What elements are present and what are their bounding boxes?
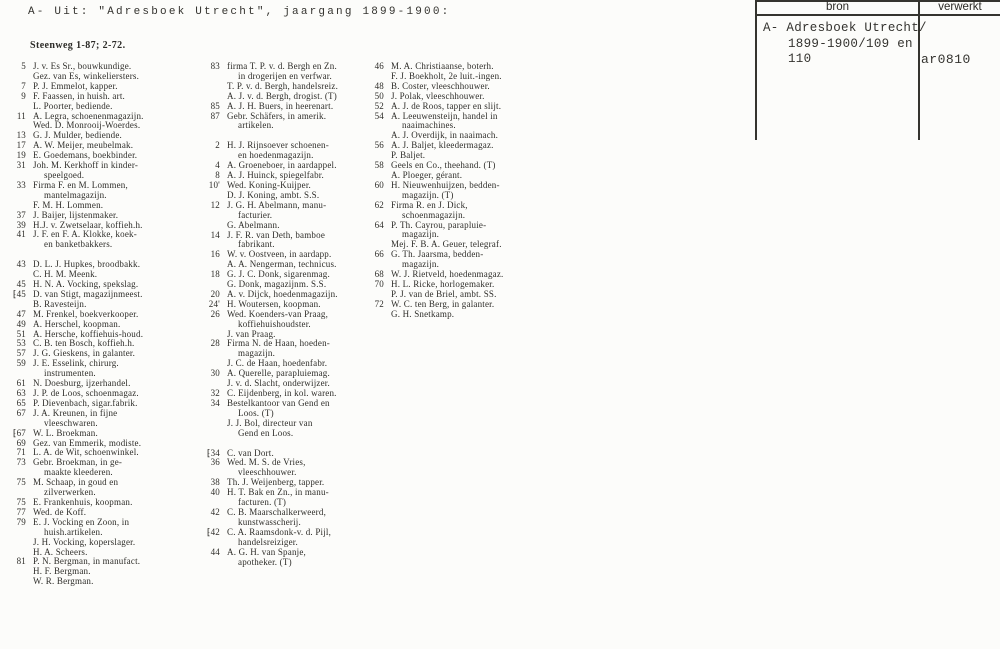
house-number: 9: [21, 90, 26, 101]
house-number: 19: [16, 150, 26, 161]
register-entry: [358, 250, 570, 270]
house-number: 65: [16, 397, 26, 408]
entry-line: Gez. van Es, winkeliersters.: [33, 70, 140, 81]
entry-line: fabrikant.: [238, 239, 275, 250]
entry-line: A. J. Overdijk, in naaimach.: [391, 130, 499, 141]
house-number: 54: [374, 110, 384, 121]
entry-lines: [33, 557, 182, 587]
house-number: 75: [16, 496, 26, 507]
entry-lines: [391, 112, 570, 142]
entry-line: H. N. A. Vocking, spekslag.: [33, 279, 139, 290]
entry-line: Wed. de Koff.: [33, 506, 87, 517]
entry-lines: [391, 250, 570, 270]
entry-line: G. H. Snetkamp.: [391, 308, 455, 319]
house-number: 41: [16, 229, 26, 240]
register-entry: [358, 62, 570, 82]
entry-line: H. Nieuwenhuijzen, bedden-: [391, 179, 500, 190]
entry-line: E. J. Vocking en Zoon, in: [33, 516, 130, 527]
entry-lines: [391, 201, 570, 221]
entry-line: A. J. Huinck, spiegelfabr.: [227, 170, 324, 181]
house-number: 66: [374, 249, 384, 260]
entry-lines: [33, 458, 182, 478]
entry-lines: [391, 181, 570, 201]
house-number: 40: [210, 487, 220, 498]
register-entry: [0, 181, 182, 211]
entry-line: A. G. H. van Spanje,: [227, 546, 306, 557]
entry-line: P. J. van de Briel, ambt. SS.: [391, 288, 497, 299]
entry-lines: [33, 478, 182, 498]
entry-lines: [33, 92, 182, 112]
house-number: ⁅67: [12, 427, 26, 438]
house-number: 57: [16, 348, 26, 359]
entry-line: E. Goedemans, boekbinder.: [33, 150, 138, 161]
register-entry: [358, 201, 570, 221]
entry-line: P. J. Emmelot, kapper.: [33, 80, 118, 91]
register-entry: [194, 339, 370, 369]
entry-line: J. J. Bol, directeur van: [227, 417, 313, 428]
entry-line: F. J. Boekholt, 2e luit.-ingen.: [391, 70, 502, 81]
entry-line: M. Schaap, in goud en: [33, 477, 119, 488]
entry-line: magazijn.: [238, 348, 276, 359]
entry-line: W. J. Rietveld, hoedenmagaz.: [391, 269, 504, 280]
entry-lines: [33, 181, 182, 211]
house-number: 34: [210, 397, 220, 408]
house-number: 58: [374, 160, 384, 171]
entry-line: C. H. M. Meenk.: [33, 269, 98, 280]
house-number: ⁅34: [206, 447, 220, 458]
entry-lines: [227, 141, 370, 161]
entry-line: facturier.: [238, 209, 273, 220]
house-number: 24': [208, 298, 220, 309]
page-title: A- Uit: "Adresboek Utrecht", jaargang 1899-1900:: [28, 6, 451, 18]
house-number: 26: [210, 308, 220, 319]
entry-line: D. van Stigt, magazijnmeest.: [33, 288, 143, 299]
entry-line: C. B. Maarschalkerweerd,: [227, 506, 327, 517]
house-number: 17: [16, 140, 26, 151]
register-entry: [358, 221, 570, 251]
entry-line: J. v. Es Sr., bouwkundige.: [33, 61, 132, 71]
house-number: 59: [16, 358, 26, 369]
register-entry: [194, 528, 370, 548]
house-number: 61: [16, 378, 26, 389]
house-number: 10': [208, 179, 220, 190]
entry-line: G. Th. Jaarsma, bedden-: [391, 249, 484, 260]
entry-line: A. Leeuwensteijn, handel in: [391, 110, 498, 121]
entry-line: C. van Dort.: [227, 447, 274, 458]
house-number: 2: [215, 140, 220, 151]
entry-line: artikelen.: [238, 120, 274, 131]
entry-line: A. Groeneboer, in aardappel.: [227, 160, 337, 171]
register-column-1: [0, 62, 182, 587]
entry-line: Bestelkantoor van Gend en: [227, 397, 330, 408]
entry-lines: [227, 231, 370, 251]
entry-line: schoenmagazijn.: [402, 209, 466, 220]
house-number: 72: [374, 298, 384, 309]
house-number: 77: [16, 506, 26, 517]
entry-line: vleeschhouwer.: [238, 467, 297, 478]
entry-line: Th. J. Weijenberg, tapper.: [227, 477, 325, 488]
register-entry: [194, 181, 370, 201]
register-entry: [358, 141, 570, 161]
house-number: 67: [16, 407, 26, 418]
bron-line: 110: [788, 52, 812, 66]
entry-line: magazijn. (T): [402, 189, 454, 200]
entry-lines: [227, 548, 370, 568]
house-number: 60: [374, 179, 384, 190]
entry-line: A. J. H. Buers, in heerenart.: [227, 100, 334, 111]
entry-line: Firma R. en J. Dick,: [391, 199, 468, 210]
entry-line: M. A. Christiaanse, boterh.: [391, 61, 494, 71]
house-number: 38: [210, 477, 220, 488]
entry-line: Firma F. en M. Lommen,: [33, 179, 128, 190]
house-number: 33: [16, 179, 26, 190]
house-number: 87: [210, 110, 220, 121]
entry-line: apotheker. (T): [238, 556, 292, 567]
register-entry: [0, 458, 182, 478]
register-entry: [194, 310, 370, 340]
entry-lines: [227, 339, 370, 369]
entry-line: G. J. Mulder, bediende.: [33, 130, 122, 141]
entry-line: firma T. P. v. d. Bergh en Zn.: [227, 61, 337, 71]
entry-line: D. L. J. Hupkes, broodbakk.: [33, 259, 141, 270]
entry-lines: [33, 359, 182, 379]
bron-line: 1899-1900/109 en: [788, 36, 913, 51]
entry-lines: [391, 280, 570, 300]
house-number: 53: [16, 338, 26, 349]
entry-line: Joh. M. Kerkhoff in kinder-: [33, 160, 139, 171]
table-border-left: [755, 0, 757, 140]
house-number: 16: [210, 249, 220, 260]
entry-line: P. Dievenbach, sigar.fabrik.: [33, 397, 138, 408]
entry-line: J. Polak, vleeschhouwer.: [391, 90, 485, 101]
entry-line: J. van Praag.: [227, 328, 276, 339]
house-number: 18: [210, 269, 220, 280]
house-number: 64: [374, 219, 384, 230]
entry-line: G. Donk, magazijnm. S.S.: [227, 279, 327, 290]
entry-line: P. N. Bergman, in manufact.: [33, 556, 141, 567]
house-number: 69: [16, 437, 26, 448]
entry-line: J. F. R. van Deth, bamboe: [227, 229, 326, 240]
verwerkt-cell: ar0810: [921, 52, 971, 67]
entry-lines: [227, 488, 370, 508]
house-number: ⁅45: [12, 288, 26, 299]
entry-lines: [33, 409, 182, 429]
entry-line: M. Frenkel, boekverkooper.: [33, 308, 139, 319]
entry-line: G. J. C. Donk, sigarenmag.: [227, 269, 330, 280]
entry-line: Gebr. Broekman, in ge-: [33, 457, 123, 468]
entry-line: handelsreiziger.: [238, 536, 298, 547]
house-number: 85: [210, 100, 220, 111]
entry-lines: [33, 518, 182, 558]
entry-lines: [227, 508, 370, 528]
entry-lines: [33, 260, 182, 280]
entry-line: facturen. (T): [238, 497, 287, 508]
street-section-header: Steenweg 1-87; 2-72.: [30, 40, 126, 51]
entry-line: J. H. Vocking, koperslager.: [33, 536, 136, 547]
entry-line: F. Faassen, in huish. art.: [33, 90, 125, 101]
entry-line: B. Ravesteijn.: [33, 298, 87, 309]
entry-line: J. P. de Loos, schoenmagaz.: [33, 388, 139, 398]
register-entry: [194, 62, 370, 102]
entry-line: J. v. d. Slacht, onderwijzer.: [227, 378, 330, 389]
entry-line: T. P. v. d. Bergh, handelsreiz.: [227, 80, 339, 91]
register-entry: [0, 62, 182, 82]
register-entry: [358, 300, 570, 320]
entry-line: W. L. Broekman.: [33, 427, 98, 438]
entry-lines: [227, 458, 370, 478]
house-number: 71: [16, 447, 26, 458]
entry-line: A. J. de Roos, tapper en slijt.: [391, 100, 502, 111]
entry-line: naaimachines.: [402, 120, 456, 131]
register-entry: [0, 359, 182, 379]
entry-line: J. G. Gieskens, in galanter.: [33, 348, 136, 359]
entry-line: W. C. ten Berg, in galanter.: [391, 298, 495, 309]
entry-line: zilverwerken.: [44, 487, 96, 498]
register-entry: [358, 112, 570, 142]
entry-line: G. Abelmann.: [227, 219, 280, 230]
entry-lines: [227, 369, 370, 389]
entry-lines: [227, 112, 370, 132]
house-number: 52: [374, 100, 384, 111]
entry-line: A. Ploeger, gérant.: [391, 169, 463, 180]
entry-line: A. J. v. d. Bergh, drogist. (T): [227, 90, 337, 101]
register-entry: [0, 211, 182, 221]
house-number: 13: [16, 130, 26, 141]
entry-lines: [227, 181, 370, 201]
house-number: 30: [210, 368, 220, 379]
entry-line: magazijn.: [402, 259, 440, 270]
entry-line: Firma N. de Haan, hoeden-: [227, 338, 330, 349]
register-entry: [194, 201, 370, 231]
house-number: 43: [16, 259, 26, 270]
house-number: 36: [210, 457, 220, 468]
register-entry: [0, 557, 182, 587]
house-number: 46: [374, 61, 384, 71]
entry-line: P. Baljet.: [391, 150, 426, 161]
entry-line: Geels en Co., theehand. (T): [391, 160, 496, 171]
entry-line: W. R. Bergman.: [33, 576, 94, 587]
register-entry: [0, 518, 182, 558]
entry-line: A. Hersche, koffiehuis-houd.: [33, 328, 144, 339]
house-number: 47: [16, 308, 26, 319]
entry-line: H. Woutersen, koopman.: [227, 298, 321, 309]
entry-line: W. v. Oostveen, in aardapp.: [227, 249, 332, 260]
entry-line: J. F. en F. A. Klokke, koek-: [33, 229, 137, 240]
register-entry: [194, 508, 370, 528]
table-border-header: [755, 14, 1000, 16]
entry-lines: [33, 62, 182, 82]
entry-line: F. M. H. Lommen.: [33, 199, 104, 210]
house-number: 5: [21, 61, 26, 71]
house-number: 48: [374, 80, 384, 91]
bron-line: A- Adresboek Utrecht/: [763, 21, 927, 35]
register-entry: [0, 290, 182, 310]
register-entry: [194, 250, 370, 270]
entry-line: H. L. Ricke, horlogemaker.: [391, 278, 495, 289]
entry-line: Wed. M. S. de Vries,: [227, 457, 306, 468]
entry-line: huish.artikelen.: [44, 526, 103, 537]
register-entry: [0, 260, 182, 280]
register-entry: [194, 141, 370, 161]
entry-lines: [227, 528, 370, 548]
entry-lines: [391, 300, 570, 320]
house-number: 68: [374, 269, 384, 280]
register-entry: [0, 478, 182, 498]
house-number: 81: [16, 556, 26, 567]
entry-line: H.J. v. Zwetselaar, koffieh.h.: [33, 219, 143, 230]
register-entry: [0, 409, 182, 429]
entry-line: A. v. Dijck, hoedenmagazijn.: [227, 288, 338, 299]
house-number: 12: [210, 199, 220, 210]
register-entry: [358, 181, 570, 201]
house-number: 70: [374, 278, 384, 289]
entry-line: koffiehuishoudster.: [238, 318, 311, 329]
house-number: 50: [374, 90, 384, 101]
entry-line: D. J. Koning, ambt. S.S.: [227, 189, 320, 200]
entry-line: C. A. Raamsdonk-v. d. Pijl,: [227, 526, 332, 537]
entry-line: J. C. de Haan, hoedenfabr.: [227, 358, 328, 369]
entry-lines: [227, 62, 370, 102]
entry-line: mantelmagazijn.: [44, 189, 107, 200]
entry-line: A. J. Baljet, kleedermagaz.: [391, 140, 494, 151]
entry-lines: [33, 211, 182, 221]
register-entry: [0, 498, 182, 508]
entry-lines: [227, 250, 370, 270]
house-number: 62: [374, 199, 384, 210]
entry-line: in drogerijen en verfwar.: [238, 70, 332, 81]
house-number: 4: [215, 160, 220, 171]
entry-line: J. E. Esselink, chirurg.: [33, 358, 119, 369]
entry-line: A. Herschel, koopman.: [33, 318, 121, 329]
house-number: 75: [16, 477, 26, 488]
entry-lines: [33, 290, 182, 310]
house-number: 51: [16, 328, 26, 339]
table-header-verwerkt: verwerkt: [938, 1, 982, 13]
entry-line: E. Frankenhuis, koopman.: [33, 496, 133, 507]
register-entry: [194, 270, 370, 290]
entry-lines: [391, 141, 570, 161]
entry-line: A. Querelle, parapluiemag.: [227, 368, 330, 379]
house-number: 79: [16, 516, 26, 527]
house-number: 39: [16, 219, 26, 230]
entry-line: H. A. Scheers.: [33, 546, 88, 557]
entry-line: Gebr. Schäfers, in amerik.: [227, 110, 327, 121]
house-number: ⁅42: [206, 526, 220, 537]
entry-line: H. J. Rijnsoever schoenen-: [227, 140, 329, 151]
entry-line: Loos. (T): [238, 407, 274, 418]
entry-line: Mej. F. B. A. Geuer, telegraf.: [391, 239, 502, 250]
entry-line: N. Doesburg, ijzerhandel.: [33, 378, 131, 389]
register-entry: [194, 231, 370, 251]
entry-line: en hoedenmagazijn.: [238, 150, 314, 161]
entry-line: C. Eijdenberg, in kol. waren.: [227, 388, 337, 398]
entry-line: en banketbakkers.: [44, 239, 113, 250]
entry-lines: [391, 161, 570, 181]
house-number: 8: [215, 170, 220, 181]
entry-lines: [391, 62, 570, 82]
register-entry: [0, 112, 182, 132]
register-entry: [358, 280, 570, 300]
register-entry: [194, 369, 370, 389]
entry-line: J. Baijer, lijstenmaker.: [33, 209, 119, 220]
entry-line: instrumenten.: [44, 368, 96, 379]
house-number: 28: [210, 338, 220, 349]
entry-lines: [227, 270, 370, 290]
entry-line: C. B. ten Bosch, koffieh.h.: [33, 338, 135, 349]
entry-line: Wed. D. Monrooij-Woerdes.: [33, 120, 141, 131]
entry-line: maakte kleederen.: [44, 467, 113, 478]
register-entry: [0, 92, 182, 112]
house-number: 11: [16, 110, 26, 121]
entry-line: vleeschwaren.: [44, 417, 98, 428]
entry-lines: [33, 161, 182, 181]
register-entry: [0, 230, 182, 250]
entry-line: J. A. Kreunen, in fijne: [33, 407, 118, 418]
house-number: 42: [210, 506, 220, 517]
entry-line: H. T. Bak en Zn., in manu-: [227, 487, 329, 498]
entry-lines: [227, 310, 370, 340]
house-number: 32: [210, 388, 220, 398]
entry-line: L. Poorter, bediende.: [33, 100, 113, 111]
entry-line: H. F. Bergman.: [33, 566, 91, 577]
entry-line: magazijn.: [402, 229, 440, 240]
entry-line: A. A. Nengerman, technicus.: [227, 259, 337, 270]
entry-line: Wed. Koenders-van Praag,: [227, 308, 329, 319]
entry-line: P. Th. Cayrou, parapluie-: [391, 219, 487, 230]
register-entry: [358, 161, 570, 181]
register-entry: [194, 458, 370, 478]
register-column-2: [194, 62, 370, 567]
house-number: 14: [210, 229, 220, 240]
table-header-bron: bron: [825, 1, 850, 13]
entry-lines: [227, 201, 370, 231]
house-number: 45: [16, 279, 26, 290]
entry-line: kunstwasscherij.: [238, 516, 301, 527]
house-number: 83: [210, 61, 220, 71]
bron-cell: [763, 21, 927, 68]
house-number: 20: [210, 288, 220, 299]
register-entry: [194, 399, 370, 439]
house-number: 37: [16, 209, 26, 220]
house-number: 7: [21, 80, 26, 91]
house-number: 73: [16, 457, 26, 468]
register-entry: [194, 112, 370, 132]
register-entry: [194, 548, 370, 568]
house-number: 56: [374, 140, 384, 151]
register-entry: [194, 488, 370, 508]
entry-lines: [227, 399, 370, 439]
entry-line: A. Legra, schoenenmagazijn.: [33, 110, 144, 121]
entry-line: A. W. Meijer, meubelmak.: [33, 140, 134, 151]
register-entry: [0, 161, 182, 181]
entry-line: Gez. van Emmerik, modiste.: [33, 437, 142, 448]
entry-lines: [33, 230, 182, 250]
entry-lines: [33, 112, 182, 132]
entry-line: Gend en Loos.: [238, 427, 294, 438]
register-column-3: [358, 62, 570, 320]
entry-line: B. Coster, vleeschhouwer.: [391, 80, 490, 91]
entry-lines: [391, 221, 570, 251]
house-number: 63: [16, 388, 26, 398]
entry-line: L. A. de Wit, schoenwinkel.: [33, 447, 139, 458]
entry-line: Wed. Koning-Kuijper.: [227, 179, 312, 190]
entry-line: speelgoed.: [44, 169, 85, 180]
house-number: 31: [16, 160, 26, 171]
house-number: 49: [16, 318, 26, 329]
entry-line: J. G. H. Abelmann, manu-: [227, 199, 327, 210]
house-number: 44: [210, 546, 220, 557]
